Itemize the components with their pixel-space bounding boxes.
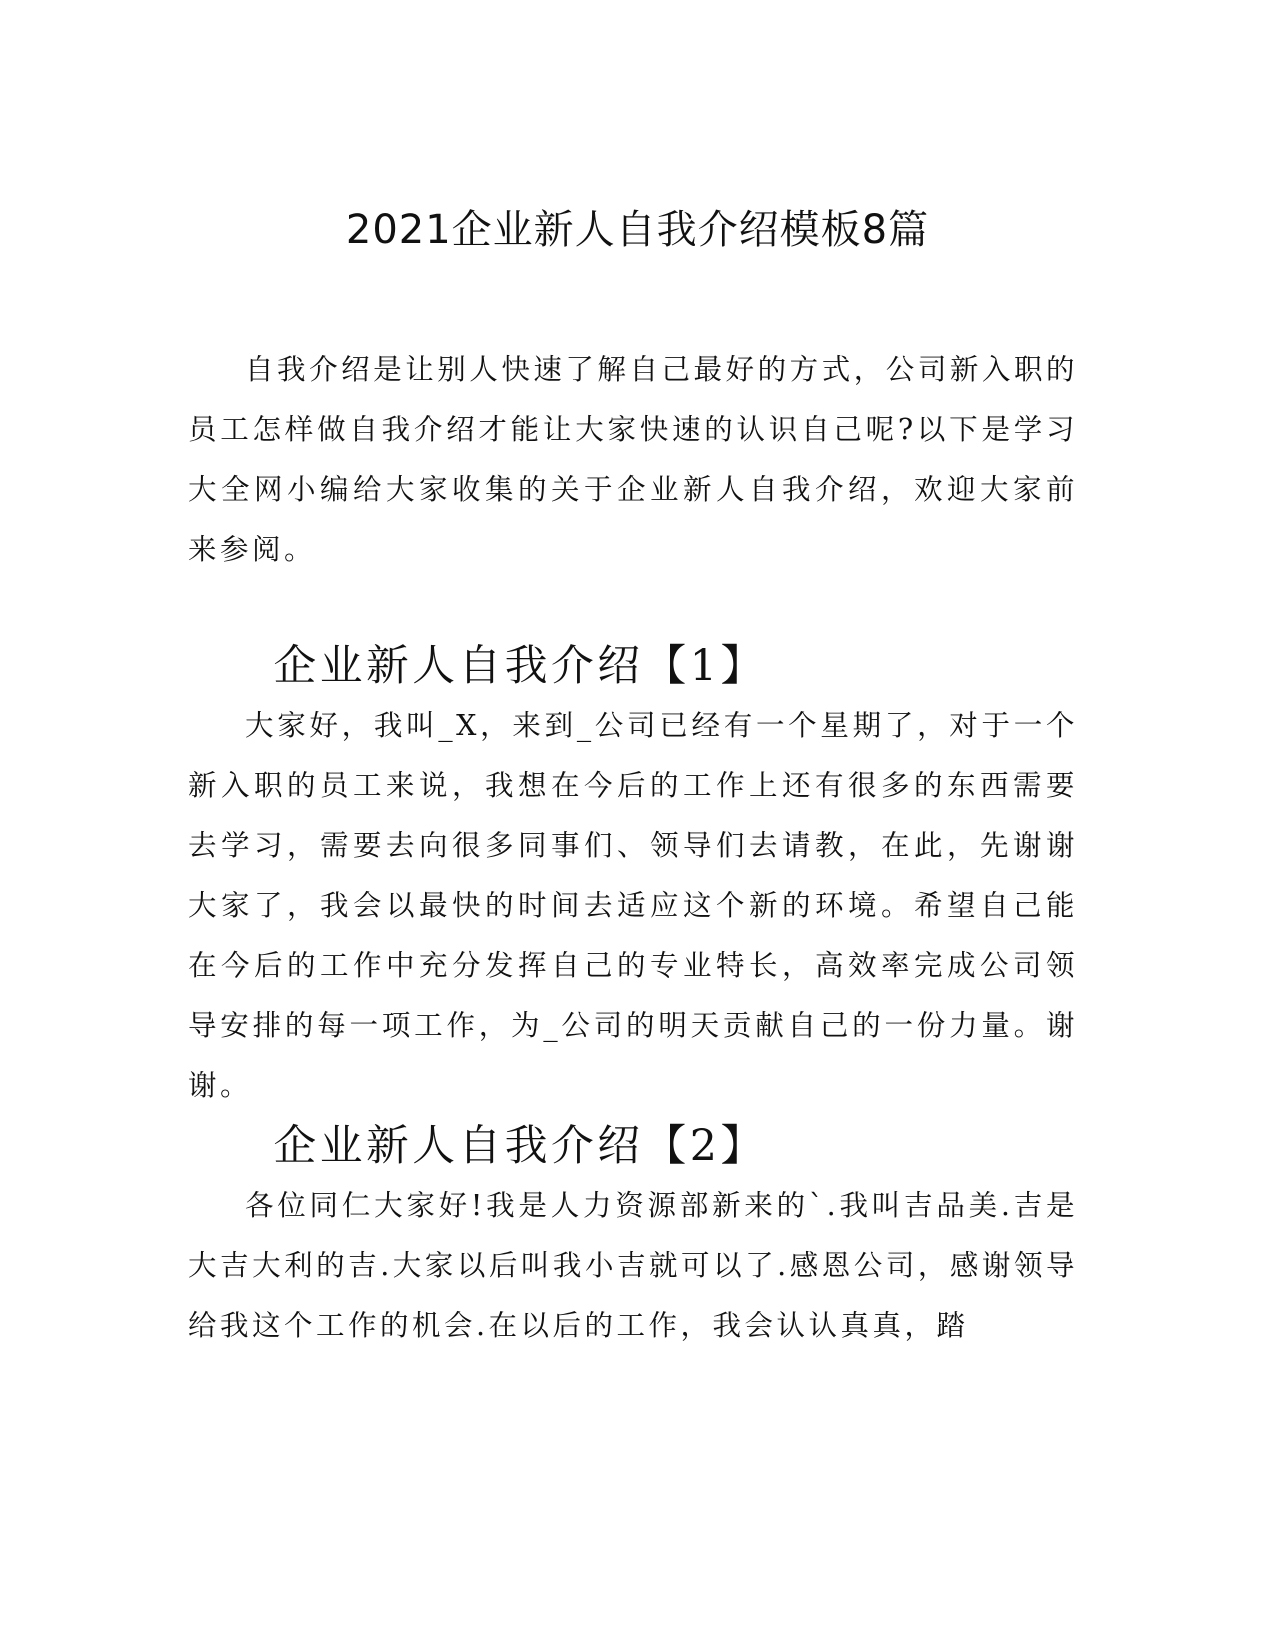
section-heading-2: 企业新人自我介绍【2】 [273,1121,767,1171]
section-heading-1: 企业新人自我介绍【1】 [273,641,767,691]
document-body [188,340,1078,1356]
section-paragraph-2: 各位同仁大家好!我是人力资源部新来的`.我叫吉品美.吉是大吉大利的吉.大家以后叫我小吉就可以了.感恩公司，感谢领导给我这个工作的机会.在以后的工作，我会认认真真，踏 [188,1189,1078,1342]
intro-paragraph: 自我介绍是让别人快速了解自己最好的方式，公司新入职的员工怎样做自我介绍才能让大家快速的认识自己呢?以下是学习大全网小编给大家收集的关于企业新人自我介绍，欢迎大家前来参阅。 [188,353,1078,566]
section-paragraph-1: 大家好，我叫_X，来到_公司已经有一个星期了，对于一个新入职的员工来说，我想在今后的工作上还有很多的东西需要去学习，需要去向很多同事们、领导们去请教，在此，先谢谢大家了，我会以最快的时间去适应这个新的环境。希望自己能在今后的工作中充分发挥自己的专业特长，高效率完成公司领导安排的每一项工作，为_公司的明天贡献自己的一份力量。谢谢。 [188,709,1078,1102]
document-title: 2021企业新人自我介绍模板8篇 [345,207,930,253]
